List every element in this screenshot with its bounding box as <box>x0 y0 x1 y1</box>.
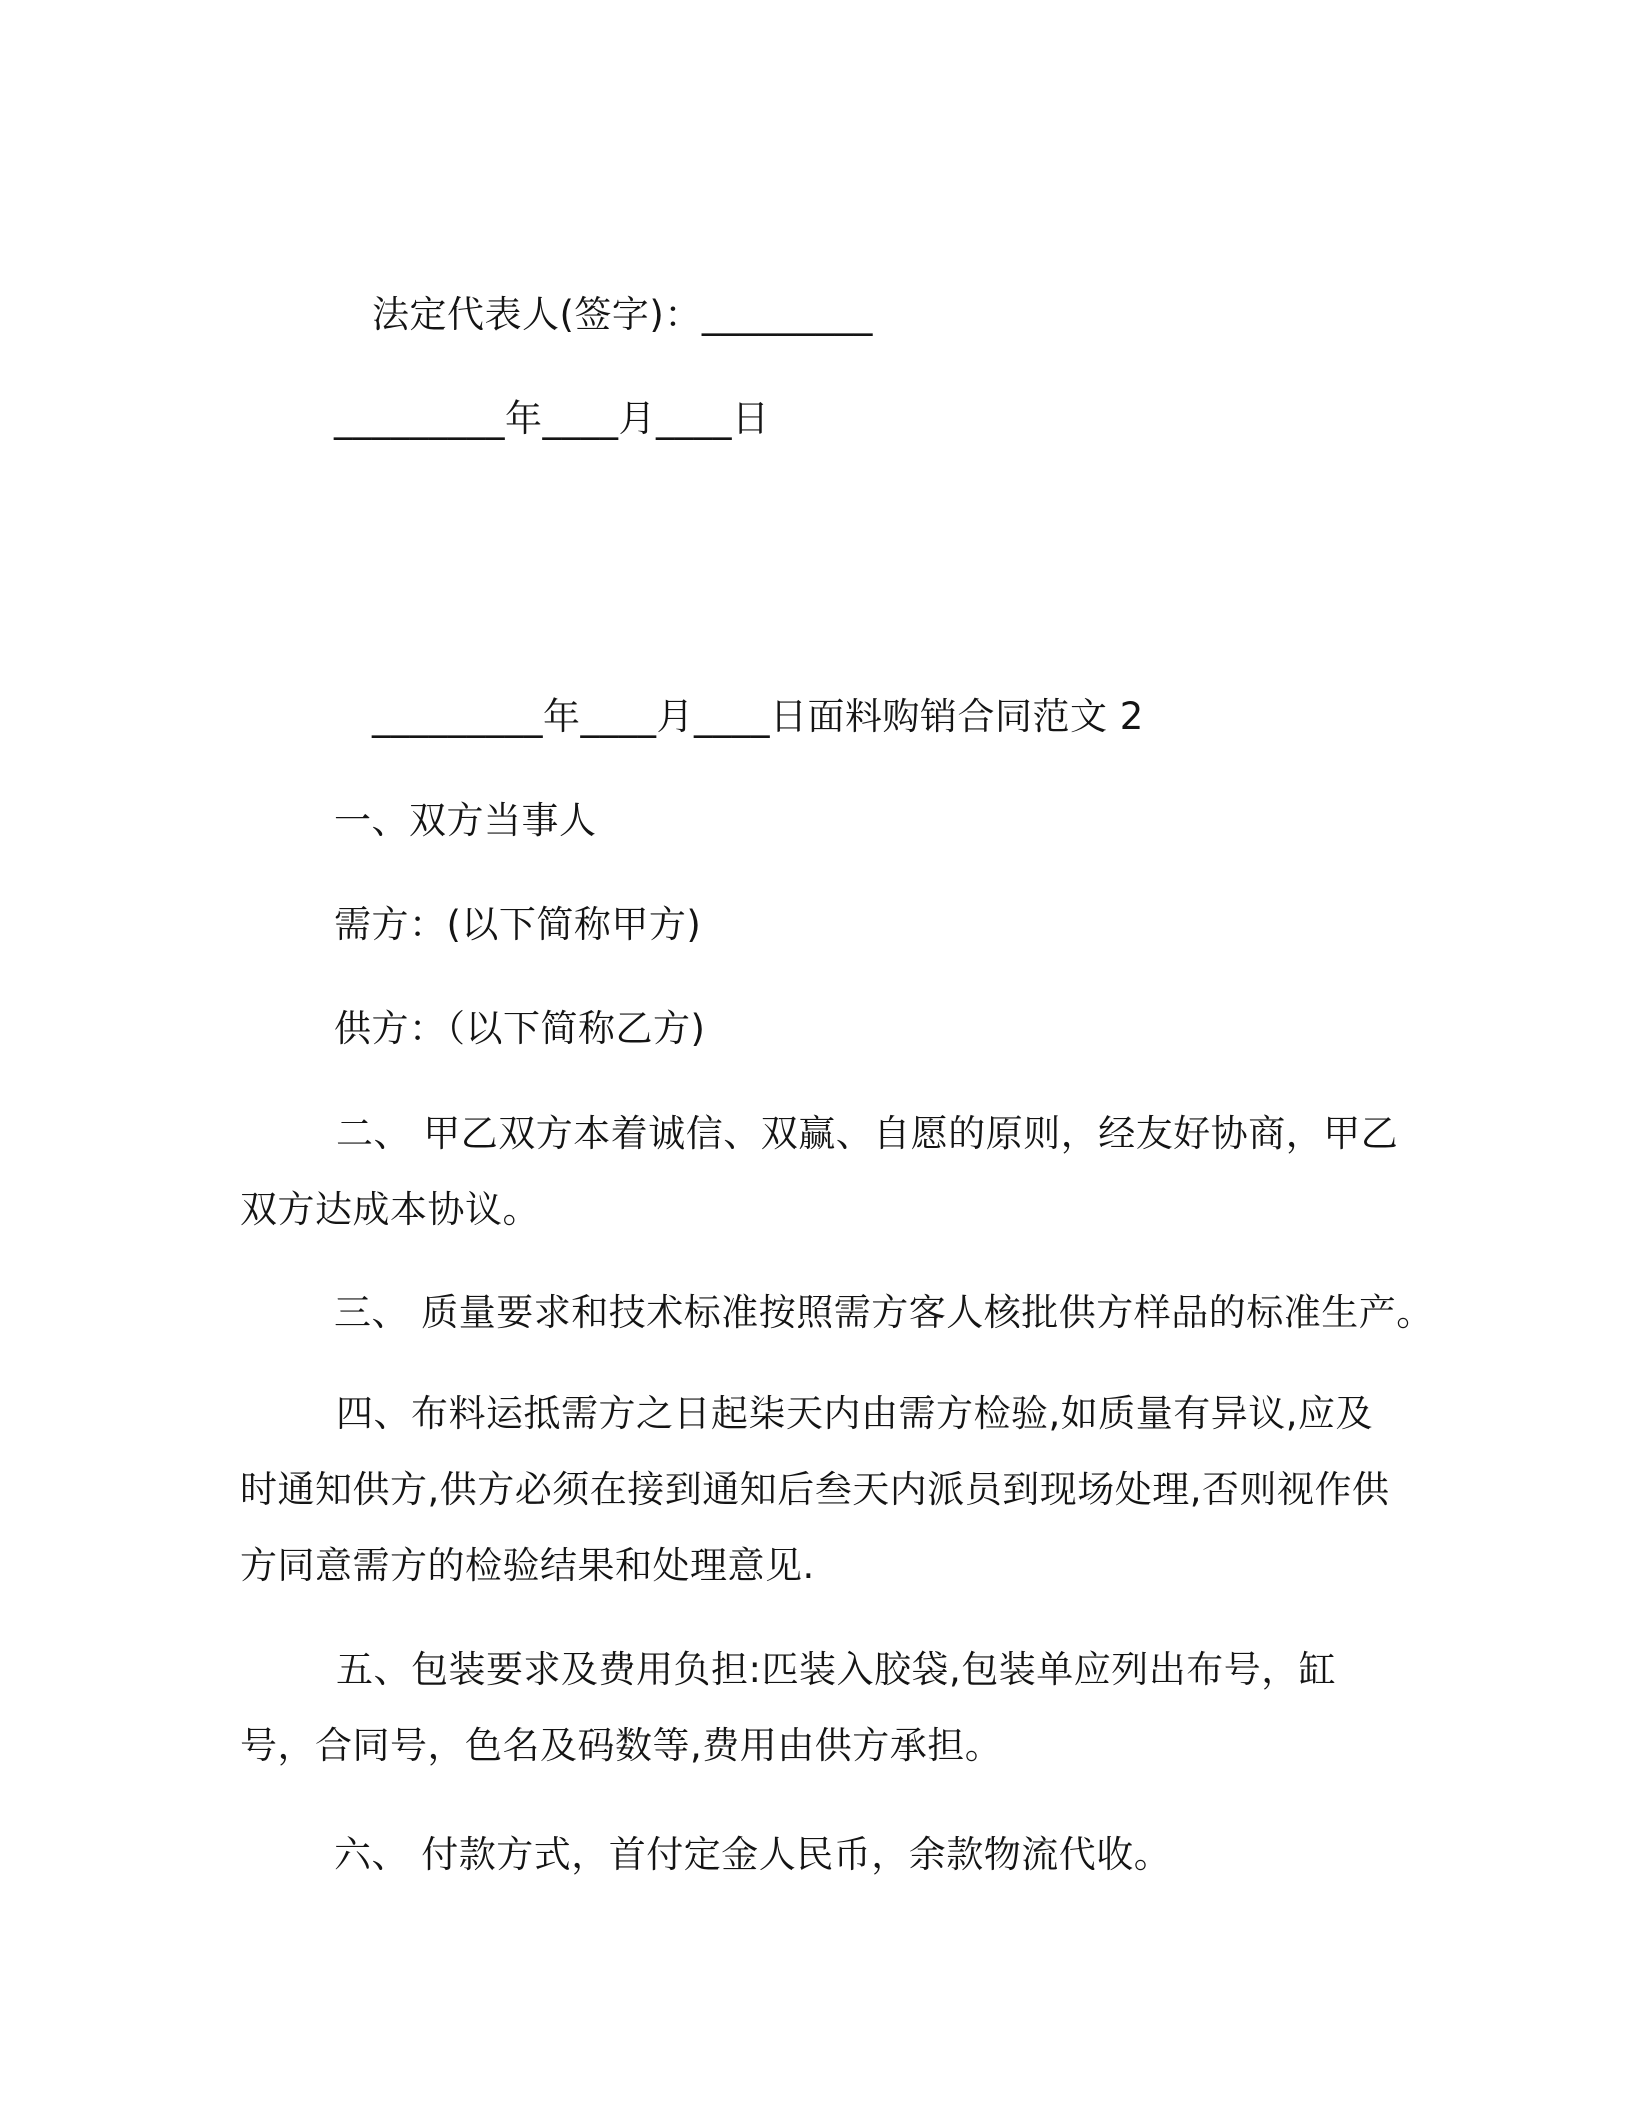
buyer-line: 需方：(以下简称甲方) <box>334 903 702 946</box>
clause-packaging: 五、包装要求及费用负担:匹装入胶袋,包装单应列出布号，缸号，合同号，色名及码数等,费用由供方承担。 <box>240 1648 1337 1767</box>
clause-quality: 三、 质量要求和技术标准按照需方客人核批供方样品的标准生产。 <box>334 1291 1434 1334</box>
representative-signature-line: 法定代表人(签字)：_________ <box>372 293 873 336</box>
document-title: _________年____月____日面料购销合同范文 2 <box>372 695 1144 738</box>
supplier-line: 供方：（以下简称乙方) <box>334 1007 706 1050</box>
section-parties-heading: 一、双方当事人 <box>334 799 597 842</box>
signature-date-line: _________年____月____日 <box>334 397 770 440</box>
clause-payment: 六、 付款方式，首付定金人民币，余款物流代收。 <box>334 1833 1172 1876</box>
clause-agreement: 二、 甲乙双方本着诚信、双赢、自愿的原则，经友好协商，甲乙双方达成本协议。 <box>240 1112 1399 1231</box>
clause-inspection: 四、布料运抵需方之日起柒天内由需方检验,如质量有异议,应及时通知供方,供方必须在接到通知后叁天内派员到现场处理,否则视作供方同意需方的检验结果和处理意见. <box>240 1392 1390 1587</box>
